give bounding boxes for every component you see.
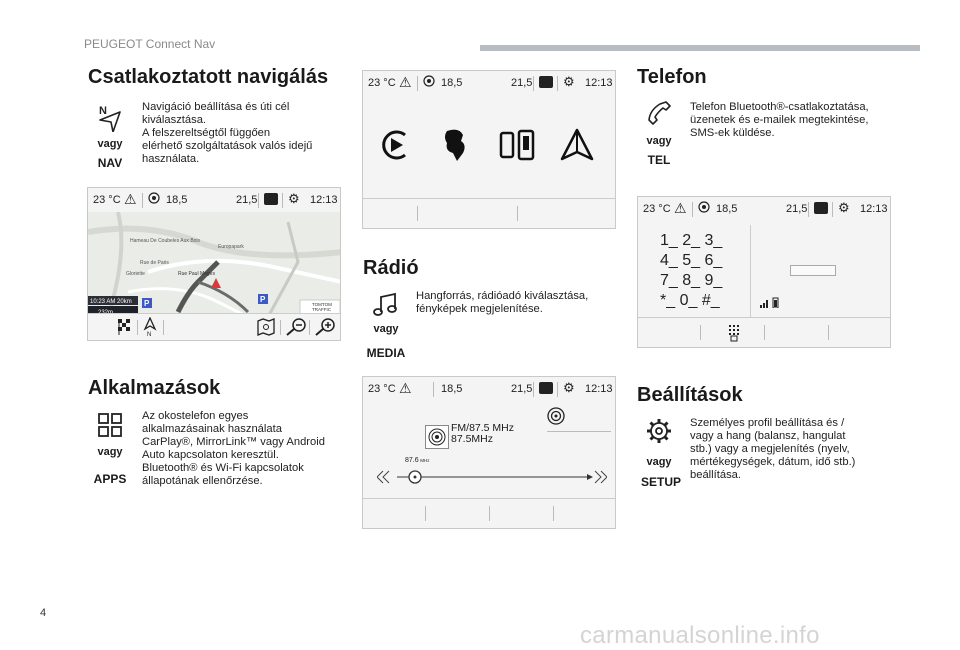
status-bar [363, 377, 615, 401]
running-header: PEUGEOT Connect Nav [84, 37, 216, 51]
target-icon [148, 192, 160, 207]
time-readout: 12:13 [585, 77, 613, 89]
peugeot-lion-icon[interactable] [439, 127, 469, 168]
apps-grid-icon [90, 412, 130, 438]
code-radio: MEDIA [366, 346, 406, 360]
or-label-phone: vagy [646, 135, 672, 147]
radio-description: Hangforrás, rádióadó kiválasztása, fényképek megjelenítése. [416, 290, 589, 315]
key-9[interactable]: 9 [704, 272, 714, 289]
code-nav: NAV [97, 156, 123, 170]
signal-battery-icon [760, 295, 780, 313]
mirrorlink-icon[interactable] [499, 129, 535, 166]
key-0[interactable]: 0 [679, 292, 689, 309]
key-star[interactable]: * [660, 292, 667, 309]
code-phone: TEL [647, 153, 671, 167]
or-label-nav: vagy [97, 138, 123, 150]
key-5[interactable]: 5 [682, 252, 692, 269]
gear-icon: ⚙ [838, 200, 850, 215]
code-apps: APPS [93, 472, 127, 486]
map-view[interactable] [88, 212, 340, 317]
or-label-apps: vagy [97, 446, 123, 458]
section-title-settings: Beállítások [637, 384, 743, 406]
section-title-radio: Rádió [363, 257, 419, 279]
gear-icon: ⚙ [288, 191, 300, 206]
svg-text:TOMTOM: TOMTOM [312, 302, 332, 307]
phone-handset-icon [639, 100, 679, 126]
main-toolbar [363, 198, 615, 228]
nav-toolbar [88, 313, 340, 340]
svg-text:P: P [144, 299, 150, 308]
section-title-phone: Telefon [637, 66, 707, 88]
gear-settings-icon [639, 417, 679, 443]
station-logo [425, 425, 449, 449]
key-2[interactable]: 2 [682, 232, 692, 249]
keypad-icon[interactable] [728, 324, 740, 347]
svg-text:10:23 AM 20km: 10:23 AM 20km [90, 299, 132, 305]
nav-screen [87, 187, 341, 341]
time-readout: 12:13 [585, 383, 613, 395]
time-readout: 12:13 [310, 194, 338, 206]
right-readout: 21,5 [236, 194, 258, 206]
frequency-readout: 87.6 MHz [405, 457, 430, 464]
header-rule [480, 45, 920, 51]
station-divider [547, 431, 611, 432]
svg-text:N: N [147, 332, 152, 337]
page-number: 4 [40, 607, 47, 619]
gear-icon: ⚙ [563, 380, 575, 395]
frequency-slider[interactable] [377, 465, 607, 494]
phone-status-icon [264, 193, 278, 208]
phone-number-field[interactable] [790, 265, 836, 276]
dial-keypad[interactable]: 1_ 2_ 3_ 4_ 5_ 6_ 7_ 8_ 9_ *_ 0_ #_ [660, 232, 723, 309]
right-readout: 21,5 [786, 203, 808, 215]
left-readout: 18,5 [716, 203, 738, 215]
main-menu-screen [362, 70, 616, 229]
or-label-radio: vagy [373, 323, 399, 335]
warning-icon: ⚠ [674, 200, 687, 216]
svg-text:Europapark: Europapark [218, 244, 244, 250]
nav-north-icon [90, 102, 130, 128]
status-bar [88, 188, 340, 212]
navigation-arrow-icon[interactable] [559, 127, 595, 168]
phone-toolbar [638, 317, 890, 347]
key-hash[interactable]: # [701, 292, 711, 309]
key-7[interactable]: 7 [660, 272, 669, 289]
temp-readout: 23 °C [643, 203, 671, 215]
svg-text:P: P [260, 295, 266, 304]
apps-description: Az okostelefon egyes alkalmazásainak használata CarPlay®, MirrorLink™ vagy Android Auto kapcsolaton keresztül. Bluetooth® és Wi-Fi kapcsolatok állapotának ellenőrzése. [142, 410, 325, 487]
warning-icon: ⚠ [124, 191, 137, 207]
phone-description: Telefon Bluetooth®-csatlakoztatása, üzenetek és e-mailek megtekintése, SMS-ek küldése. [690, 101, 869, 139]
right-readout: 21,5 [511, 77, 533, 89]
right-readout: 21,5 [511, 383, 533, 395]
svg-text:TRAFFIC: TRAFFIC [312, 307, 331, 312]
svg-text:N: N [99, 105, 107, 117]
carplay-icon[interactable] [379, 129, 411, 166]
watermark: carmanualsonline.info [580, 622, 820, 649]
svg-text:Hameau De Coubeles Aux Bois: Hameau De Coubeles Aux Bois [130, 238, 201, 244]
warning-icon: ⚠ [399, 380, 412, 396]
temp-readout: 23 °C [368, 383, 396, 395]
music-note-icon [366, 292, 406, 318]
phone-status-icon [814, 202, 828, 217]
settings-description: Személyes profil beállítása és / vagy a hang (balansz, hangulat stb.) vagy a megjelenítés (nyelv, mértékegységek, dátum, idő stb.) beállítása. [690, 417, 856, 481]
temp-readout: 23 °C [93, 194, 121, 206]
checkered-flag-icon[interactable] [118, 319, 132, 340]
phone-screen [637, 196, 891, 348]
svg-text:Rue Paul Meges: Rue Paul Meges [178, 271, 215, 277]
phone-divider [750, 225, 751, 317]
key-4[interactable]: 4 [660, 252, 669, 269]
key-6[interactable]: 6 [704, 252, 714, 269]
time-readout: 12:13 [860, 203, 888, 215]
svg-text:Rue de Paris: Rue de Paris [140, 260, 169, 266]
svg-text:Gloriette: Gloriette [126, 271, 145, 277]
left-readout: 18,5 [166, 194, 188, 206]
radio-broadcast-icon[interactable] [547, 407, 565, 430]
compass-north-icon[interactable] [143, 317, 157, 342]
key-3[interactable]: 3 [704, 232, 714, 249]
status-bar [638, 197, 890, 221]
gear-icon: ⚙ [563, 74, 575, 89]
zoom-in-icon[interactable] [314, 318, 336, 341]
left-readout: 18,5 [441, 383, 463, 395]
code-settings: SETUP [640, 475, 681, 489]
section-title-nav: Csatlakoztatott navigálás [88, 66, 329, 88]
or-label-settings: vagy [646, 456, 672, 468]
zoom-out-icon[interactable] [285, 318, 307, 341]
target-icon [698, 201, 710, 216]
map-settings-icon[interactable] [256, 318, 276, 341]
status-bar [363, 71, 615, 95]
radio-toolbar [363, 498, 615, 528]
phone-status-icon [539, 382, 553, 397]
target-icon [423, 75, 435, 90]
temp-readout: 23 °C [368, 77, 396, 89]
warning-icon: ⚠ [399, 74, 412, 90]
nav-description: Navigáció beállítása és úti cél kiválasztása. A felszereltségtől függően elérhető szolgáltatások valós idejű használata. [142, 101, 313, 165]
radio-screen [362, 376, 616, 529]
section-title-apps: Alkalmazások [88, 377, 221, 399]
station-info: FM/87.5 MHz 87.5MHz [451, 422, 515, 445]
key-8[interactable]: 8 [682, 272, 692, 289]
left-readout: 18,5 [441, 77, 463, 89]
phone-status-icon [539, 76, 553, 91]
key-1[interactable]: 1 [660, 232, 669, 249]
